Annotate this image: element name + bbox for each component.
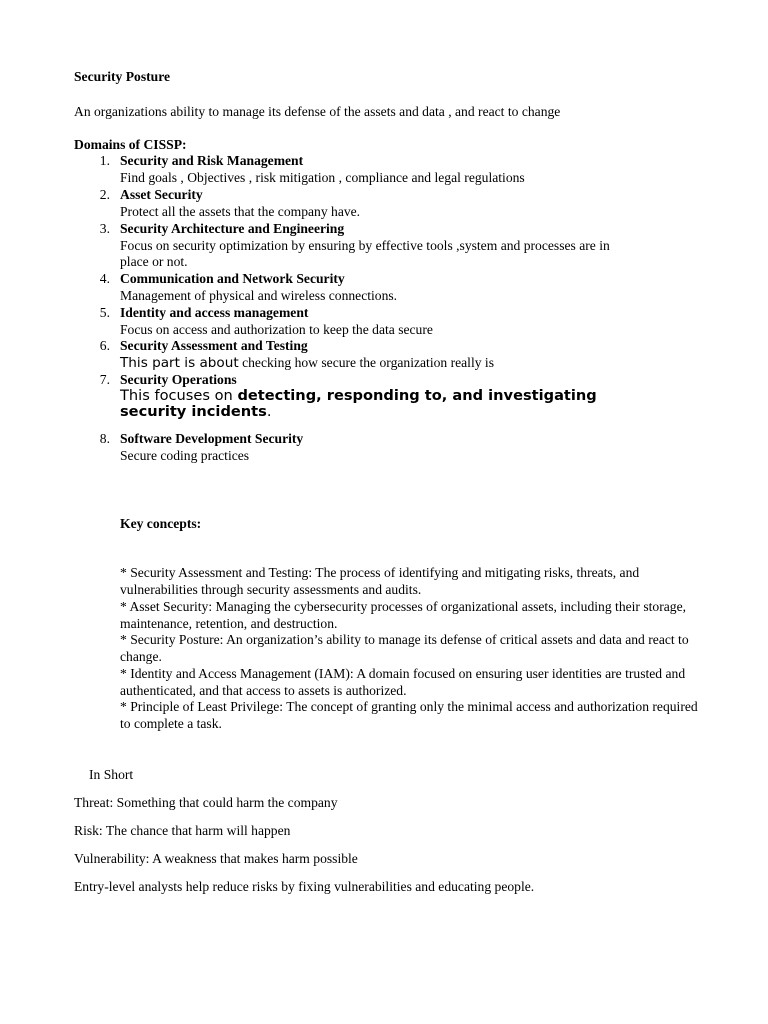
in-short-item: Risk: The chance that harm will happen <box>74 823 291 838</box>
domain-title: Security Operations <box>120 372 237 387</box>
domain-title: Communication and Network Security <box>120 271 345 286</box>
in-short-item: Vulnerability: A weakness that makes harm possible <box>74 851 358 866</box>
list-number: 5. <box>99 305 110 320</box>
list-number: 2. <box>99 187 110 202</box>
domain-description-rest: checking how secure the organization really is <box>238 355 494 370</box>
domain-description: Secure coding practices <box>120 448 250 463</box>
in-short-heading: In Short <box>89 767 134 782</box>
list-number: 3. <box>99 221 110 236</box>
domains-heading: Domains of CISSP: <box>74 137 187 152</box>
domain-title: Asset Security <box>120 187 203 202</box>
key-concepts-heading: Key concepts: <box>120 516 202 531</box>
domain-description: Focus on security optimization by ensuring by effective tools ,system and processes are in <box>120 238 610 253</box>
key-concept-item: * Principle of Least Privilege: The concept of granting only the minimal access and authorization required to complete a task. <box>120 699 698 731</box>
list-number: 7. <box>99 372 110 387</box>
key-concept-item: * Identity and Access Management (IAM): A domain focused on ensuring user identities are trusted and authenticated, and that access to assets is authorized. <box>120 666 686 698</box>
document-title: Security Posture <box>74 69 171 84</box>
domain-title: Software Development Security <box>120 431 304 446</box>
intro-paragraph: An organizations ability to manage its defense of the assets and data , and react to change <box>74 104 561 119</box>
in-short-item: Threat: Something that could harm the company <box>74 795 338 810</box>
key-concept-item: * Asset Security: Managing the cybersecurity processes of organizational assets, including their storage, maintenance, retention, and destruction. <box>120 599 687 631</box>
domain-description: Management of physical and wireless connections. <box>120 288 398 303</box>
list-number: 6. <box>99 338 110 353</box>
domain-description: Focus on access and authorization to keep the data secure <box>120 322 433 337</box>
domain-description <box>120 354 494 372</box>
key-concept-item: * Security Assessment and Testing: The process of identifying and mitigating risks, threats, and vulnerabilities through security assessments and audits. <box>120 565 640 597</box>
list-number: 1. <box>99 153 110 168</box>
domain-description-cont <box>120 404 271 420</box>
domain-description-prefix: This part is about <box>120 355 239 371</box>
domain-description: Find goals , Objectives , risk mitigation , compliance and legal regulations <box>120 170 525 185</box>
domain-description-prefix: This focuses on <box>120 387 238 404</box>
domain-description-cont: place or not. <box>120 254 188 269</box>
in-short-item: Entry-level analysts help reduce risks by fixing vulnerabilities and educating people. <box>74 879 535 894</box>
domain-title: Security Architecture and Engineering <box>120 221 345 236</box>
domain-description: Protect all the assets that the company have. <box>120 204 361 219</box>
list-number: 8. <box>99 431 110 446</box>
domain-title: Identity and access management <box>120 305 309 320</box>
key-concept-item: * Security Posture: An organization’s ability to manage its defense of critical assets and data and react to change. <box>120 632 689 664</box>
domain-description <box>120 388 597 404</box>
list-number: 4. <box>99 271 110 286</box>
domain-description-suffix: . <box>266 403 272 420</box>
domain-title: Security and Risk Management <box>120 153 304 168</box>
domain-description-bold-cont: security incidents <box>120 403 267 420</box>
domain-description-bold: detecting, responding to, and investigating <box>237 387 597 404</box>
domain-title: Security Assessment and Testing <box>120 338 308 353</box>
